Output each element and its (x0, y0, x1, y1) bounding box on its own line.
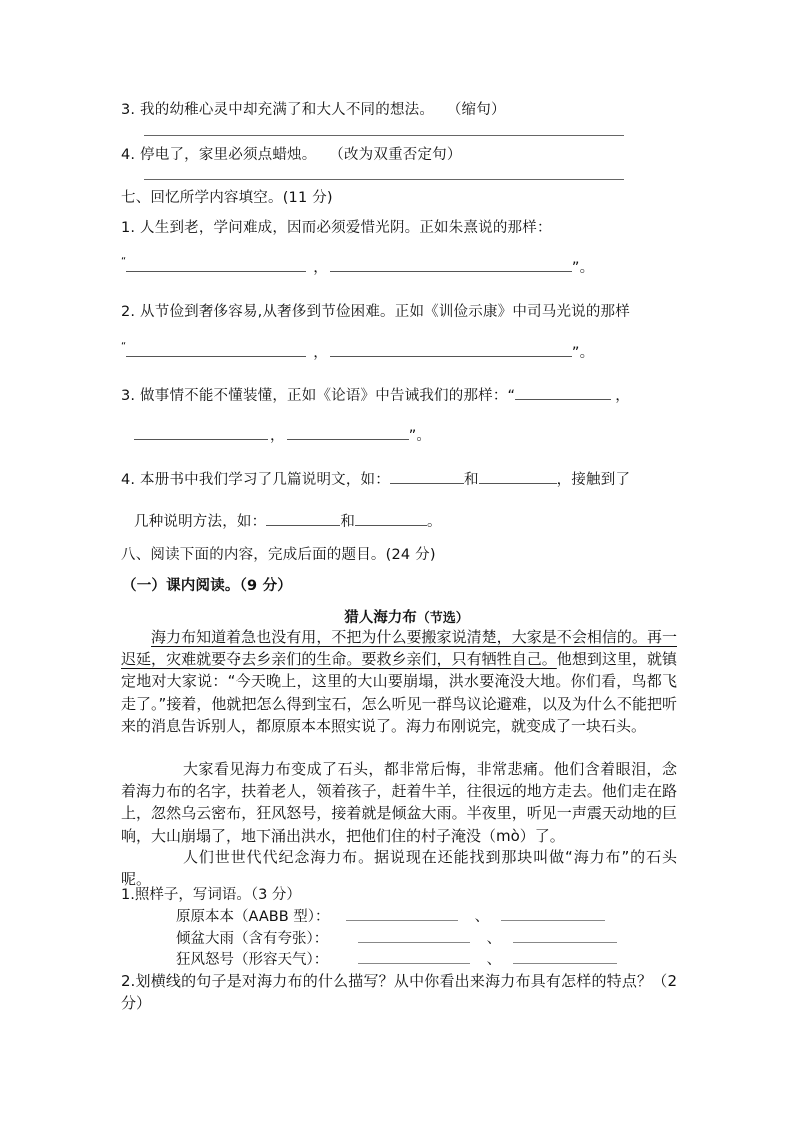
comma: ， (313, 260, 328, 276)
separator: 、 (486, 952, 502, 968)
and-text: 和 (340, 514, 356, 530)
comma: ， (313, 345, 328, 361)
word-blank-3a[interactable] (358, 963, 470, 964)
word-blank-1b[interactable] (501, 920, 605, 921)
blank-7-1-a[interactable] (126, 270, 306, 272)
question-hint: （改为双重否定句） (329, 147, 462, 163)
question-6-3 (121, 98, 506, 119)
passage-paragraph-2: 大家看见海力布变成了石头，都非常后悔，非常悲痛。他们含着眼泪，念着海力布的名字，扶着老人，领着孩子，赶着牛羊，往很远的地方走去。他们走在路上，忽然乌云密布，狂风怒号，接着就是倾盆大雨。半夜里，听见一声震天动地的巨响，大山崩塌了，地下涌出洪水，把他们住的村子淹没（mò）了。 (121, 760, 677, 845)
section-8-heading: 八、阅读下面的内容，完成后面的题目。(24 分) (121, 547, 436, 563)
section-7-heading: 七、回忆所学内容填空。(11 分) (121, 190, 333, 206)
period: 。 (427, 514, 442, 530)
word-prompt: 狂风怒号（形容天气）： (176, 952, 329, 968)
word-prompt: 倾盆大雨（含有夸张）： (176, 931, 329, 947)
question-7-4-line2 (134, 510, 442, 531)
word-blank-1a[interactable] (346, 920, 458, 921)
question-text: 4. 停电了，家里必须点蜡烛。 (121, 147, 317, 163)
underlined-sentence: 海力布知道着急也没有用，不把为什么要搬家说清楚，大家是不会相信的。再一迟延，灾难就要夺去乡亲们的生命。要救乡亲们，只有牺牲自己。 (121, 628, 677, 669)
word-row-1 (176, 905, 605, 926)
question-8-2: 2.划横线的句子是对海力布的什么描写？从中你看出来海力布具有怎样的特点？（2 分） (121, 972, 677, 1013)
question-6-4 (121, 143, 462, 164)
passage-title (0, 606, 793, 627)
word-row-3 (176, 948, 617, 969)
separator: 、 (486, 931, 502, 947)
answer-line-6-4[interactable] (144, 179, 624, 180)
word-blank-2a[interactable] (358, 942, 470, 943)
close-quote: ”。 (571, 260, 595, 276)
question-7-4-line1 (121, 468, 630, 489)
passage-title-text: 猎人海力布 (344, 610, 417, 626)
answer-line-6-3[interactable] (144, 135, 624, 136)
separator: 、 (474, 909, 490, 925)
question-7-3 (121, 384, 630, 405)
fill-row-7-2 (121, 341, 594, 362)
blank-7-2-a[interactable] (126, 355, 306, 357)
open-quote: “ (121, 341, 127, 352)
comma: ， (615, 388, 630, 404)
word-prompt: 原原本本（AABB 型）： (176, 909, 330, 925)
question-text: 3. 做事情不能不懂装懂，正如《论语》中告诫我们的那样：“ (121, 388, 516, 404)
blank-7-3-b[interactable] (134, 438, 268, 440)
blank-7-4-c[interactable] (266, 524, 340, 526)
close-quote: ”。 (571, 345, 595, 361)
question-text: 3. 我的幼稚心灵中却充满了和大人不同的想法。 (121, 102, 435, 118)
blank-7-4-b[interactable] (479, 482, 557, 484)
question-8-1: 1.照样子，写词语。（3 分） (121, 887, 301, 903)
fill-row-7-1 (121, 256, 594, 277)
question-text: 几种说明方法，如： (134, 514, 267, 530)
passage-paragraph-3: 人们世世代代纪念海力布。据说现在还能找到那块叫做“海力布”的石头呢。 (121, 848, 677, 889)
subsection-heading: （一）课内阅读。（9 分） (122, 578, 292, 594)
question-text-cont: ，接触到了 (556, 472, 631, 488)
blank-7-4-d[interactable] (355, 524, 427, 526)
comma: ， (270, 428, 285, 444)
blank-7-3-a[interactable] (515, 398, 611, 400)
word-blank-2b[interactable] (513, 942, 617, 943)
paragraph-text: 他想到这里，就镇定地对大家说：“今天晚上，这里的大山要崩塌，洪水要淹没大地。你们看，鸟都飞走了。”接着，他就把怎么得到宝石，怎么听见一群鸟议论避难，以及为什么不能把听来的消息告诉别人，都原原本本照实说了。海力布刚说完，就变成了一块石头。 (121, 650, 677, 735)
and-text: 和 (463, 472, 479, 488)
question-7-1: 1. 人生到老，学问难成，因而必须爱惜光阴。正如朱熹说的那样： (121, 220, 552, 236)
question-text: 4. 本册书中我们学习了几篇说明文，如： (121, 472, 390, 488)
word-row-2 (176, 927, 617, 948)
question-7-2: 2. 从节俭到奢侈容易,从奢侈到节俭困难。正如《训俭示康》中司马光说的那样 (121, 304, 630, 320)
blank-7-2-b[interactable] (330, 355, 572, 357)
fill-row-7-3 (134, 424, 431, 445)
passage-paragraph-1 (121, 626, 677, 737)
passage-title-note: （节选） (416, 611, 469, 626)
close-quote: ”。 (408, 428, 432, 444)
blank-7-3-c[interactable] (287, 438, 409, 440)
blank-7-1-b[interactable] (330, 270, 572, 272)
question-hint: （缩句） (446, 102, 506, 118)
blank-7-4-a[interactable] (390, 482, 464, 484)
word-blank-3b[interactable] (513, 963, 617, 964)
open-quote: “ (121, 256, 127, 267)
